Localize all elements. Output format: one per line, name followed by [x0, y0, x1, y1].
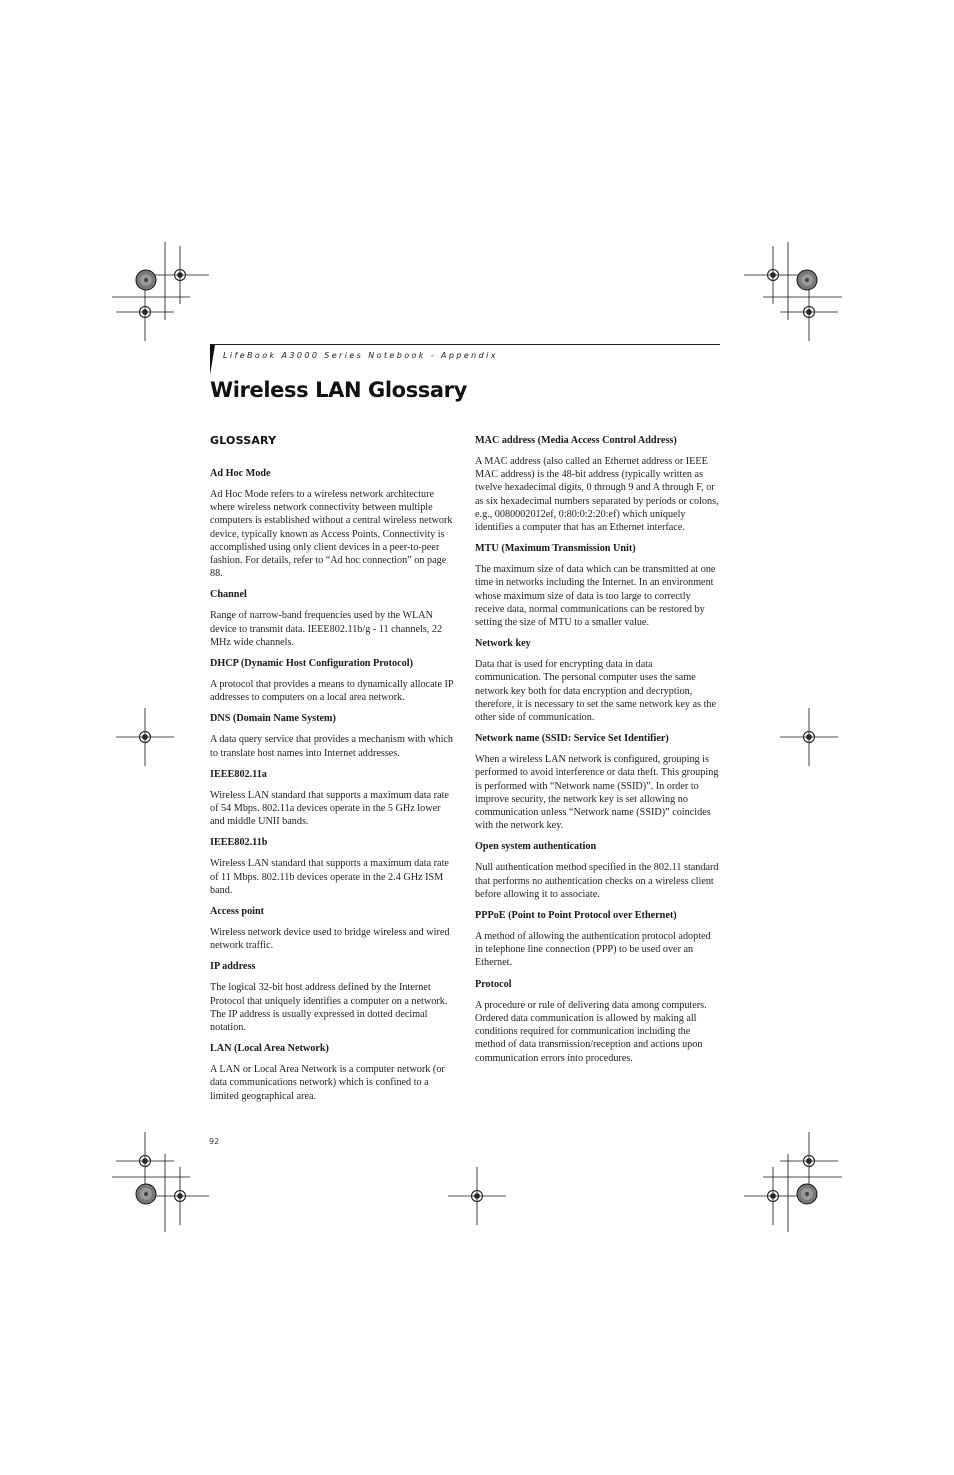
glossary-definition: The logical 32-bit host address defined by the Internet Protocol that uniquely identifies a computer on a network. The IP address is usually expressed in dotted decimal notation. — [210, 982, 448, 1034]
glossary-entry-dns — [210, 712, 456, 759]
glossary-term: IEEE802.11a — [210, 768, 267, 780]
glossary-definition: When a wireless LAN network is configured, grouping is performed to avoid interference or data theft. This grouping is performed with “Network name (SSID)”. In order to improve security, the network key is set allowing no communication unless “Network name (SSID)” coincides with the network key. — [475, 754, 719, 832]
glossary-definition: A procedure or rule of delivering data among computers. Ordered data communication is allowed by making all conditions required for communication including the method of data transmission/reception and actions upon communication errors into procedures. — [475, 999, 707, 1064]
glossary-entry-pppoe — [475, 909, 721, 970]
glossary-entry-mac-address — [475, 434, 721, 534]
glossary-definition: Range of narrow-band frequencies used by the WLAN device to transmit data. IEEE802.11b/g - 11 channels, 22 MHz wide channels. — [210, 610, 443, 648]
glossary-definition: The maximum size of data which can be transmitted at one time in networks including the Internet. In an environment whose maximum size of data is too large to correctly receive data, normal communications can be restored by setting the size of MTU to a smaller value. — [475, 564, 716, 629]
page-title: Wireless LAN Glossary — [210, 378, 467, 402]
glossary-term: DHCP (Dynamic Host Configuration Protocol) — [210, 658, 413, 670]
glossary-definition: A MAC address (also called an Ethernet address or IEEE MAC address) is the 48-bit address (typically written as twelve hexadecimal digits, 0 through 9 and A through F, or as six hexadecimal numbers separated by periods or colons, e.g., 0080002012ef, 0:80:0:2:20:ef) which uniquely identifies a computer that has an Ethernet interface. — [475, 456, 719, 534]
glossary-term: Network name (SSID: Service Set Identifier) — [475, 733, 669, 745]
glossary-definition: Wireless LAN standard that supports a maximum data rate of 11 Mbps. 802.11b devices operate in the 2.4 GHz ISM band. — [210, 858, 449, 896]
glossary-term: IP address — [210, 961, 256, 973]
glossary-entry-open-system-authentication — [475, 840, 721, 901]
page-number: 92 — [209, 1137, 220, 1146]
glossary-term: DNS (Domain Name System) — [210, 713, 336, 725]
header-tab-marker — [210, 345, 215, 375]
glossary-definition: Data that is used for encrypting data in data communication. The personal computer uses the same network key both for data encryption and decryption, therefore, it is necessary to set the same network key as the other side of communication. — [475, 659, 717, 724]
glossary-entry-ip-address — [210, 960, 456, 1034]
section-heading: GLOSSARY — [210, 434, 277, 447]
glossary-definition: Ad Hoc Mode refers to a wireless network architecture where wireless network connectivity between multiple computers is established without a central wireless network device, typically known as Access Points. Connectivity is accomplished using only client devices in a peer-to-peer fashion. For details, refer to “Ad hoc connection” on page 88. — [210, 489, 453, 580]
glossary-term: MTU (Maximum Transmission Unit) — [475, 543, 636, 555]
glossary-definition: A data query service that provides a mechanism with which to translate host names into Internet addresses. — [210, 734, 454, 759]
glossary-definition: Wireless LAN standard that supports a maximum data rate of 54 Mbps. 802.11a devices operate in the 5 GHz lower and middle UNII bands. — [210, 789, 449, 828]
glossary-term: Access point — [210, 906, 265, 918]
glossary-definition: A protocol that provides a means to dynamically allocate IP addresses to computers on a local area network. — [210, 679, 454, 704]
glossary-entry-channel — [210, 588, 456, 649]
running-header-title: LifeBook A3000 Series Notebook - Appendix — [223, 351, 498, 360]
glossary-right-column — [475, 434, 721, 1073]
glossary-definition: A LAN or Local Area Network is a computer network (or data communications network) which is confined to a limited geographical area. — [210, 1064, 445, 1102]
glossary-term: Protocol — [475, 978, 512, 990]
running-header — [210, 344, 720, 375]
glossary-entry-dhcp — [210, 657, 456, 704]
glossary-definition: Wireless network device used to bridge wireless and wired network traffic. — [210, 927, 450, 952]
glossary-entry-access-point — [210, 905, 456, 952]
glossary-entry-protocol — [475, 978, 721, 1065]
glossary-term: Channel — [210, 589, 247, 601]
glossary-term: PPPoE (Point to Point Protocol over Ethernet) — [475, 910, 677, 922]
glossary-entry-network-name — [475, 732, 721, 832]
glossary-term: IEEE802.11b — [210, 837, 268, 849]
glossary-definition: A method of allowing the authentication protocol adopted in telephone line connection (PPP) to be used over an Ethernet. — [475, 931, 711, 969]
glossary-entry-lan — [210, 1042, 456, 1103]
glossary-entry-mtu — [475, 542, 721, 629]
glossary-entry-ieee80211a — [210, 768, 456, 829]
glossary-entry-ad-hoc-mode — [210, 467, 456, 580]
glossary-definition: Null authentication method specified in the 802.11 standard that performs no authentication checks on a wireless client before allowing it to associate. — [475, 862, 719, 900]
glossary-entry-network-key — [475, 637, 721, 724]
glossary-term: LAN (Local Area Network) — [210, 1043, 329, 1055]
glossary-term: Ad Hoc Mode — [210, 468, 271, 479]
glossary-entry-ieee80211b — [210, 836, 456, 897]
glossary-left-column — [210, 434, 456, 1111]
glossary-term: Open system authentication — [475, 841, 597, 853]
glossary-term: MAC address (Media Access Control Address) — [475, 435, 677, 446]
glossary-term: Network key — [475, 638, 531, 650]
